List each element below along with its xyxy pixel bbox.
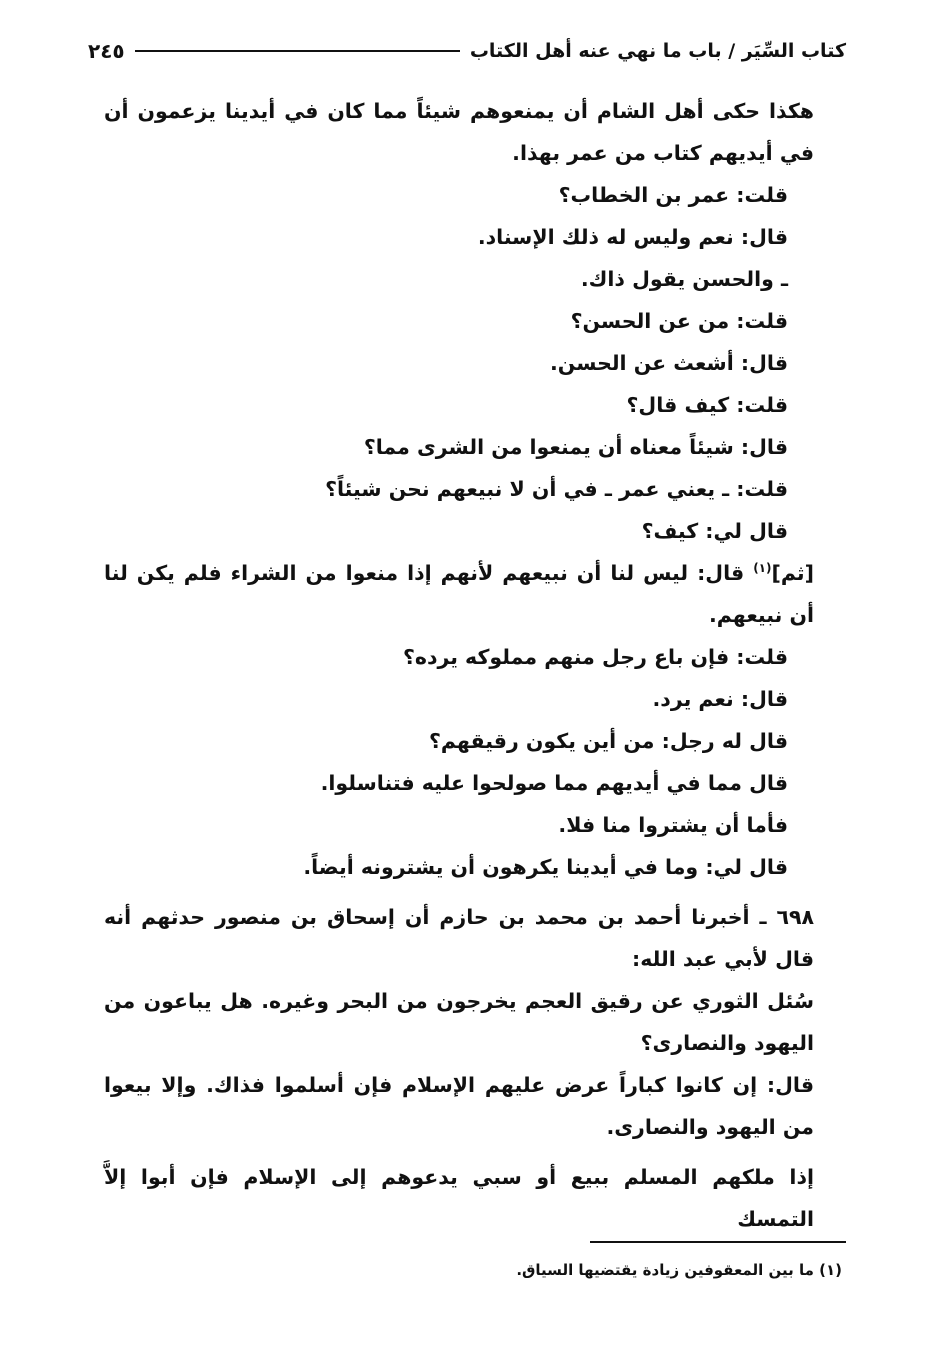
paragraph: قال لي: كيف؟	[641, 519, 788, 543]
paragraph: سُئل الثوري عن رقيق العجم يخرجون من البحر وغيره. هل يباعون من اليهود والنصارى؟	[104, 989, 814, 1055]
main-text	[104, 90, 846, 1240]
paragraph: قال: إن كانوا كباراً عرض عليهم الإسلام فإن أسلموا فذاك. وإلا بيعوا من اليهود والنصارى.	[104, 1073, 814, 1139]
paragraph: قلت: عمر بن الخطاب؟	[558, 183, 788, 207]
paragraph: هكذا حكى أهل الشام أن يمنعوهم شيئاً مما كان في أيدينا يزعمون أن في أيديهم كتاب من عمر بهذا.	[104, 99, 814, 165]
paragraph: ـ والحسن يقول ذاك.	[580, 267, 788, 291]
paragraph-group-2	[104, 636, 846, 888]
paragraph: قال: شيئاً معناه أن يمنعوا من الشرى مما؟	[363, 435, 788, 459]
paragraph: قلت: ـ يعني عمر ـ في أن لا نبيعهم نحن شيئاً؟	[325, 477, 788, 501]
footnoted-paragraph	[104, 552, 846, 636]
paragraph: قال: أشعث عن الحسن.	[549, 351, 788, 375]
report-number: ٦٩٨ ـ	[759, 905, 814, 929]
paragraph-group-1	[104, 90, 846, 552]
footnoted-paragraph-text: قال: ليس لنا أن نبيعهم لأنهم إذا منعوا من الشراء فلم يكن لنا أن نبيعهم.	[104, 561, 814, 627]
paragraph: قلت: كيف قال؟	[626, 393, 788, 417]
paragraph: قلت: فإن باع رجل منهم مملوكه يرده؟	[402, 645, 788, 669]
footnote-rule	[590, 1241, 846, 1243]
header-rule	[135, 50, 460, 52]
footnote	[104, 1258, 842, 1282]
paragraph: قال: نعم يرد.	[652, 687, 788, 711]
paragraph: قال لي: وما في أيدينا يكرهون أن يشترونه أيضاً.	[303, 855, 788, 879]
page-number: ٢٤٥	[88, 39, 125, 63]
editorial-insertion: [ثم]	[771, 561, 814, 585]
paragraph: قال له رجل: من أين يكون رقيقهم؟	[428, 729, 788, 753]
paragraph: قال: نعم وليس له ذلك الإسناد.	[477, 225, 788, 249]
paragraph: إذا ملكهم المسلم ببيع أو سبي يدعوهم إلى الإسلام فإن أبوا إلاَّ التمسك	[104, 1165, 814, 1231]
report-paragraph	[104, 896, 846, 980]
paragraph: فأما أن يشتروا منا فلا.	[558, 813, 788, 837]
paragraph: قلت: من عن الحسن؟	[570, 309, 788, 333]
report-text: أحمد بن محمد بن حازم أن إسحاق بن منصور حدثهم أنه قال لأبي عبد الله:	[104, 905, 814, 971]
footnote-marker: (١)	[753, 561, 772, 576]
footnote-number: (١)	[819, 1261, 842, 1279]
report-lead: أخبرنا	[691, 905, 750, 929]
paragraph: قال مما في أيديهم مما صولحوا عليه فتناسلوا.	[320, 771, 788, 795]
footnote-text: ما بين المعقوفين زيادة يقتضيها السياق.	[516, 1261, 814, 1279]
page-header	[88, 36, 846, 66]
paragraph-group-3	[104, 980, 846, 1240]
running-title: كتاب السِّيَر / باب ما نهي عنه أهل الكتاب	[469, 40, 846, 62]
